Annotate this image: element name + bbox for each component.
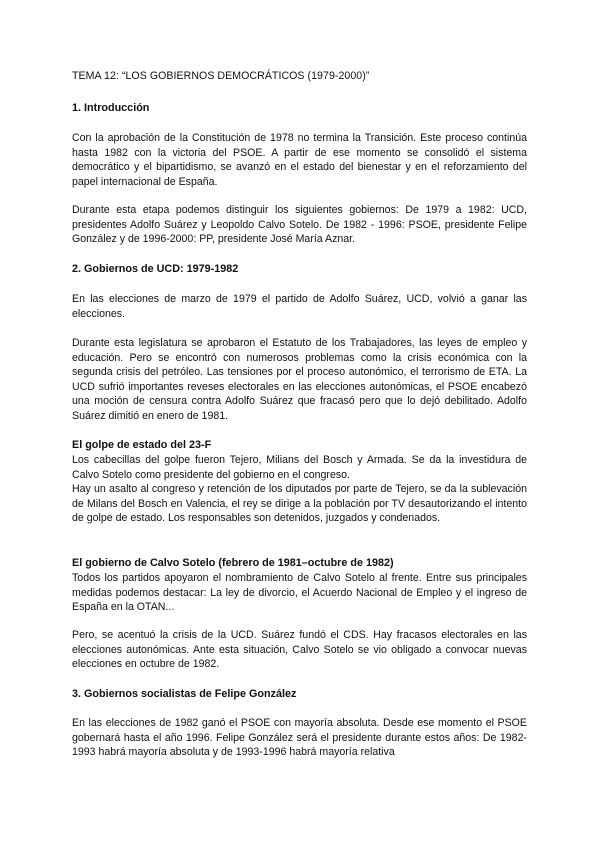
document-title: TEMA 12: “LOS GOBIERNOS DEMOCRÁTICOS (1979-2000)” bbox=[72, 70, 370, 82]
intro-paragraph-2: Durante esta etapa podemos distinguir los siguientes gobiernos: De 1979 a 1982: UCD, presidentes Adolfo Suárez y Leopoldo Calvo Sotelo. De 1982 - 1996: PSOE, presidente Felipe González y de 1996-2000: PP, presidente José María Aznar. bbox=[72, 204, 527, 246]
subheading-golpe-23f: El golpe de estado del 23-F bbox=[72, 439, 212, 451]
section-heading-introduccion: 1. Introducción bbox=[72, 102, 150, 114]
subheading-calvo-sotelo: El gobierno de Calvo Sotelo (febrero de 1981–octubre de 1982) bbox=[72, 557, 394, 569]
intro-paragraph-1: Con la aprobación de la Constitución de 1978 no termina la Transición. Este proceso continúa hasta 1982 con la victoria del PSOE. A partir de ese momento se consolidó el sistema democrático y el bipartidismo, se avanzó en el estado del bienestar y en el reforzamiento del papel internacional de España. bbox=[72, 132, 527, 188]
golpe-paragraph-1: Los cabecillas del golpe fueron Tejero, Milians del Bosch y Armada. Se da la investidura de Calvo Sotelo como presidente del gobierno en el congreso. bbox=[72, 454, 527, 481]
ucd-paragraph-2: Durante esta legislatura se aprobaron el Estatuto de los Trabajadores, las leyes de empleo y educación. Pero se encontró con numerosos problemas como la crisis económica con la segunda crisis del petróleo. Las tensiones por el proceso autonómico, el terrorismo de ETA. La UCD sufrió importantes reveses electorales en las elecciones autonómicas, el PSOE encabezó una moción de censura contra Adolfo Suárez que fracasó pero que lo dejó debilitado. Adolfo Suárez dimitió en enero de 1981. bbox=[72, 337, 527, 422]
calvo-paragraph-1: Todos los partidos apoyaron el nombramiento de Calvo Sotelo al frente. Entre sus principales medidas podemos destacar: La ley de divorcio, el Acuerdo Nacional de Empleo y el ingreso de España en la OTAN... bbox=[72, 572, 527, 614]
section-heading-psoe: 3. Gobiernos socialistas de Felipe González bbox=[72, 688, 297, 700]
ucd-paragraph-1: En las elecciones de marzo de 1979 el partido de Adolfo Suárez, UCD, volvió a ganar las elecciones. bbox=[72, 293, 527, 320]
section-heading-ucd: 2. Gobiernos de UCD: 1979-1982 bbox=[72, 263, 239, 275]
psoe-paragraph-1: En las elecciones de 1982 ganó el PSOE con mayoría absoluta. Desde ese momento el PSOE gobernará hasta el año 1996. Felipe González será el presidente durante estos años: De 1982-1993 habrá mayoría absoluta y de 1993-1996 habrá mayoría relativa bbox=[72, 717, 527, 759]
golpe-paragraph-2: Hay un asalto al congreso y retención de los diputados por parte de Tejero, se da la sublevación de Milans del Bosch en Valencia, el rey se dirige a la población por TV desautorizando el intento de golpe de estado. Los responsables son detenidos, juzgados y condenados. bbox=[72, 483, 527, 525]
calvo-paragraph-2: Pero, se acentuó la crisis de la UCD. Suárez fundó el CDS. Hay fracasos electorales en las elecciones autonómicas. Ante esta situación, Calvo Sotelo se vio obligado a convocar nuevas elecciones en octubre de 1982. bbox=[72, 629, 527, 671]
